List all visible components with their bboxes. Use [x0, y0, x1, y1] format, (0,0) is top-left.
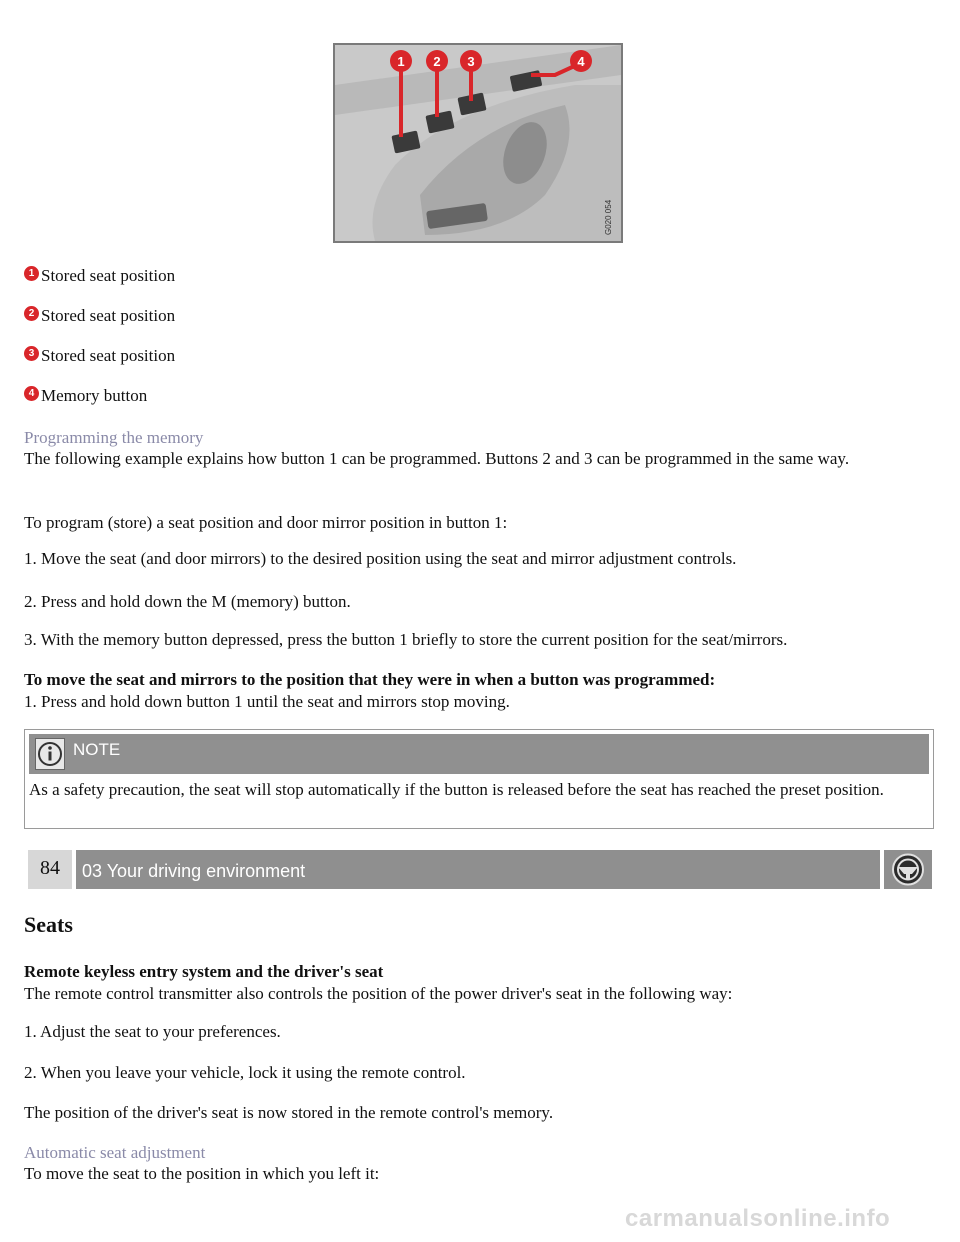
- programming-step-2: 2. Press and hold down the M (memory) button.: [24, 592, 351, 611]
- seat-step-1: 1. Adjust the seat to your preferences.: [24, 1022, 281, 1041]
- callout-label-1: 1: [397, 54, 405, 69]
- page-number: 84: [28, 850, 72, 889]
- remote-heading: Remote keyless entry system and the driver's seat: [24, 962, 384, 981]
- callout-label-2: 2: [433, 54, 441, 69]
- auto-intro: To move the seat to the position in which you left it:: [24, 1164, 380, 1183]
- legend-item-1: [24, 266, 175, 286]
- programming-lead: To program (store) a seat position and door mirror position in button 1:: [24, 513, 508, 532]
- info-icon: [35, 738, 65, 770]
- stored-note: The position of the driver's seat is now stored in the remote control's memory.: [24, 1103, 554, 1122]
- legend-label-4: Memory button: [41, 386, 148, 405]
- legend-item-2: [24, 306, 175, 326]
- number-2-icon: 2: [24, 306, 39, 321]
- callout-label-4: 4: [577, 54, 585, 69]
- number-1-icon: 1: [24, 266, 39, 281]
- number-3-icon: 3: [24, 346, 39, 361]
- legend-label-1: Stored seat position: [41, 266, 176, 285]
- number-4-icon: 4: [24, 386, 39, 401]
- move-step: 1. Press and hold down button 1 until the seat and mirrors stop moving.: [24, 692, 510, 711]
- legend-item-4: [24, 386, 147, 406]
- programming-step-1: 1. Move the seat (and door mirrors) to the desired position using the seat and mirror adjustment controls.: [24, 549, 737, 568]
- note-box: [24, 729, 934, 829]
- move-heading: To move the seat and mirrors to the position that they were in when a button was programmed:: [24, 670, 716, 689]
- remote-intro: The remote control transmitter also controls the position of the power driver's seat in the following way:: [24, 984, 733, 1003]
- chapter-title: 03 Your driving environment: [76, 850, 880, 889]
- door-panel-illustration: [333, 43, 623, 243]
- watermark: carmanualsonline.info: [625, 1205, 891, 1232]
- programming-step-3: 3. With the memory button depressed, press the button 1 briefly to store the current position for the seat/mirrors.: [24, 630, 788, 649]
- figure-code: G020 054: [604, 199, 613, 235]
- chapter-bar: [24, 850, 934, 889]
- section-title: Seats: [24, 912, 73, 937]
- auto-heading: Automatic seat adjustment: [24, 1143, 206, 1162]
- callout-label-3: 3: [467, 54, 475, 69]
- steering-wheel-icon: [884, 850, 932, 889]
- note-body: As a safety precaution, the seat will stop automatically if the button is released before the seat has reached the preset position.: [29, 780, 884, 799]
- seat-step-2: 2. When you leave your vehicle, lock it using the remote control.: [24, 1063, 466, 1082]
- legend-item-3: [24, 346, 175, 366]
- programming-heading: Programming the memory: [24, 428, 204, 447]
- note-header: [29, 734, 929, 774]
- legend-label-2: Stored seat position: [41, 306, 176, 325]
- programming-intro: The following example explains how button 1 can be programmed. Buttons 2 and 3 can be programmed in the same way.: [24, 449, 850, 468]
- legend-label-3: Stored seat position: [41, 346, 176, 365]
- note-title: NOTE: [73, 740, 121, 759]
